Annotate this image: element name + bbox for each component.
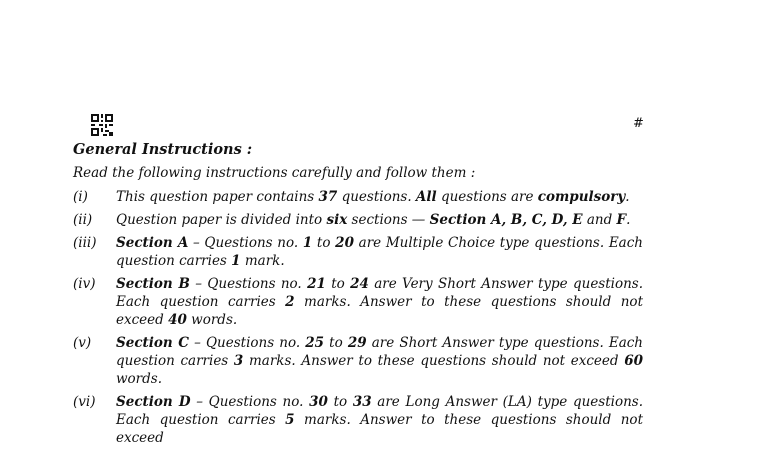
instruction-text-segment: to xyxy=(327,394,353,410)
instruction-text-segment: to xyxy=(312,235,336,251)
instruction-text-segment: Section A, B, C, D, E xyxy=(429,212,583,228)
instruction-text-segment: are Multiple Choice type questions. Each question carries xyxy=(116,235,643,269)
instruction-text-segment: marks. Answer to these questions should not exceed xyxy=(243,353,625,369)
instruction-text-segment: . xyxy=(625,189,630,205)
instruction-text-segment: six xyxy=(326,212,348,228)
instruction-text-segment: Section B xyxy=(116,276,190,292)
instruction-number: (ii) xyxy=(73,212,93,228)
instruction-text-segment: words. xyxy=(116,371,162,387)
instruction-text-segment: and xyxy=(582,212,617,228)
instruction-text-segment: Question paper is divided into xyxy=(116,212,327,228)
instruction-item xyxy=(73,234,643,270)
instruction-text-segment: – Questions no. xyxy=(189,276,308,292)
instruction-number: (vi) xyxy=(73,394,96,410)
instruction-item xyxy=(73,211,643,229)
instruction-text-segment: 1 xyxy=(302,235,313,251)
instruction-item xyxy=(73,188,643,206)
instruction-text-segment: 30 xyxy=(309,394,328,410)
instruction-text-segment: F xyxy=(616,212,627,228)
instruction-text xyxy=(116,188,643,206)
instruction-text-segment: marks. Answer to these questions should not exceed xyxy=(116,294,643,328)
instruction-text-segment: 33 xyxy=(352,394,372,410)
instruction-text-segment: mark. xyxy=(240,253,285,269)
instruction-text-segment: 20 xyxy=(335,235,354,251)
qr-code-icon xyxy=(91,114,113,136)
instruction-item xyxy=(73,393,643,447)
instruction-text-segment: sections — xyxy=(347,212,430,228)
instruction-number: (iii) xyxy=(73,235,97,251)
instruction-text-segment: 29 xyxy=(347,335,367,351)
instruction-text-segment: to xyxy=(324,335,348,351)
instruction-text-segment: marks. Answer to these questions should not exceed xyxy=(116,412,643,446)
instruction-text-segment: 37 xyxy=(318,189,338,205)
instruction-text-segment: 25 xyxy=(305,335,325,351)
section-heading: General Instructions : xyxy=(73,141,253,158)
instruction-text-segment: to xyxy=(325,276,351,292)
instruction-text-segment: . xyxy=(626,212,631,228)
instruction-text-segment: are Very Short Answer type questions. Each question carries xyxy=(116,276,644,310)
instruction-text-segment: 5 xyxy=(285,412,295,428)
instruction-text-segment: 24 xyxy=(350,276,369,292)
instruction-text-segment: – Questions no. xyxy=(190,394,310,410)
instruction-text-segment: are Long Answer (LA) type questions. Each question carries xyxy=(116,394,643,428)
instruction-text-segment: Section C xyxy=(116,335,190,351)
instruction-text-segment: All xyxy=(415,189,437,205)
instruction-text-segment: This question paper contains xyxy=(116,189,319,205)
instruction-text xyxy=(116,334,643,388)
instructions-list xyxy=(73,188,643,452)
instruction-text-segment: questions. xyxy=(337,189,416,205)
instruction-text xyxy=(116,234,643,270)
instruction-text-segment: questions are xyxy=(436,189,538,205)
instruction-number: (iv) xyxy=(73,276,96,292)
instruction-text-segment: 40 xyxy=(168,312,187,328)
instruction-text-segment: 60 xyxy=(624,353,643,369)
instruction-text-segment: – Questions no. xyxy=(188,235,303,251)
instruction-text-segment: 21 xyxy=(307,276,326,292)
instruction-text-segment: are Short Answer type questions. Each question carries xyxy=(116,335,644,369)
instruction-text-segment: 3 xyxy=(233,353,244,369)
intro-text: Read the following instructions carefully and follow them : xyxy=(73,165,476,181)
instruction-number: (v) xyxy=(73,335,92,351)
instruction-number: (i) xyxy=(73,189,88,205)
instruction-text-segment: – Questions no. xyxy=(189,335,306,351)
instruction-text-segment: 1 xyxy=(231,253,241,269)
instruction-item xyxy=(73,275,643,329)
instruction-text xyxy=(116,211,643,229)
page-marker: # xyxy=(633,116,644,131)
instruction-text-segment: Section D xyxy=(116,394,191,410)
instruction-item xyxy=(73,334,643,388)
instruction-text-segment: compulsory xyxy=(537,189,626,205)
instruction-text xyxy=(116,275,643,329)
instruction-text xyxy=(116,393,643,447)
instruction-text-segment: Section A xyxy=(116,235,189,251)
instruction-text-segment: 2 xyxy=(285,294,295,310)
instruction-text-segment: words. xyxy=(186,312,238,328)
